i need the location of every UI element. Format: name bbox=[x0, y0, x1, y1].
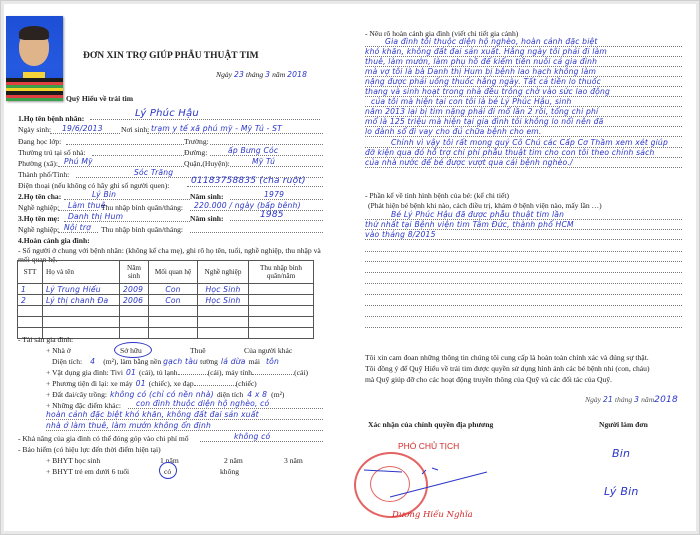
situation-line[interactable]: mà vợ tôi là bà Danh thị Hum bị bệnh lao hạch không làm bbox=[365, 67, 682, 77]
father-income-field[interactable]: 220.000 / ngày (bấp bênh) bbox=[190, 201, 323, 211]
other-features-line-1[interactable]: con đình thuộc diện hộ nghèo, có bbox=[128, 399, 323, 409]
ward-field[interactable]: Phú Mỹ bbox=[58, 157, 184, 167]
situation-line[interactable]: lo đành sổ đi vay cho đủ chữa bệnh cho em. bbox=[365, 127, 682, 137]
school-label: Trường: bbox=[184, 137, 209, 146]
bhyt-child-label: + BHYT trẻ em dưới 6 tuổi bbox=[46, 467, 130, 476]
selected-circle-mark bbox=[114, 342, 152, 358]
phone-field[interactable]: 01183758835 (cha ruột) bbox=[187, 177, 323, 187]
applicant-label: Người làm đơn bbox=[599, 420, 648, 429]
other-features-line-2[interactable]: hoàn cảnh đặc biệt khó khăn, không đất đai sản xuất bbox=[46, 410, 323, 420]
table-row bbox=[18, 306, 314, 317]
father-name-field[interactable]: Lý Bin bbox=[64, 190, 190, 200]
form-date: Ngày 23 tháng 3 năm 2018 bbox=[216, 70, 308, 79]
blank-line[interactable] bbox=[365, 251, 682, 252]
blank-line[interactable] bbox=[365, 261, 682, 262]
birthplace-field[interactable]: trạm y tế xã phú mỹ - Mỹ Tú - ST bbox=[147, 124, 323, 134]
illness-line[interactable]: vào tháng 8/2015 bbox=[365, 230, 682, 240]
family-intro: - Số người ở chung với bệnh nhân: (không kể cha mẹ), ghi rõ họ tên, tuổi, nghề nghiệp, thu nhập và mối quan hệ. bbox=[18, 246, 321, 264]
situation-label: - Nêu rõ hoàn cảnh gia đình (viết chi tiết gia cảnh) bbox=[365, 29, 519, 38]
mother-year-field[interactable]: 1985 bbox=[230, 211, 323, 221]
table-row: 1 Lý Trung Hiếu 2009 Con Học Sinh bbox=[18, 284, 314, 295]
selected-circle-mark bbox=[159, 462, 177, 479]
situation-line[interactable]: Chính vì vậy tôi rất mong quý Cô Chú các Cấp Cơ Thầm xem xét giúp bbox=[365, 138, 682, 148]
address-field[interactable] bbox=[92, 155, 184, 156]
situation-line[interactable]: của tôi mà hiện tại con tôi là bé Lý Phúc Hậu, sinh bbox=[365, 97, 682, 107]
blank-line[interactable] bbox=[365, 327, 682, 328]
applicant-signature: Bin bbox=[612, 447, 631, 460]
mother-job-field[interactable]: Nội trợ bbox=[58, 223, 98, 233]
father-year-label: Năm sinh: bbox=[190, 192, 224, 201]
house-option-rent[interactable]: Thuê bbox=[190, 346, 206, 355]
house-option-other[interactable]: Của người khác bbox=[244, 346, 293, 355]
col-job: Nghề nghiệp bbox=[198, 261, 249, 284]
street-field[interactable]: ấp Bưng Cóc bbox=[210, 146, 323, 156]
blank-line[interactable] bbox=[365, 283, 682, 284]
grade-field[interactable] bbox=[66, 144, 184, 145]
situation-line[interactable]: khó khăn, không đất đai sản xuất. Hằng ngày tôi phải đi làm bbox=[365, 47, 682, 57]
illness-line[interactable]: thứ nhất tại Bệnh viện tim Tâm Đức, thành phố HCM bbox=[365, 220, 682, 230]
col-name: Họ và tên bbox=[43, 261, 120, 284]
bhyt-student-label: + BHYT học sinh bbox=[46, 456, 101, 465]
table-row bbox=[18, 317, 314, 328]
blank-line[interactable] bbox=[365, 272, 682, 273]
official-name: Dương Hiếu Nghĩa bbox=[392, 510, 473, 520]
mother-income-field[interactable] bbox=[190, 232, 323, 233]
father-year-field[interactable]: 1979 bbox=[230, 190, 323, 200]
mother-year-label: Năm sinh: bbox=[190, 214, 224, 223]
illness-label: - Phần kể về tình hình bệnh của bé: (kể chi tiết) bbox=[365, 191, 510, 200]
assets-heading: - Tài sản gia đình: bbox=[18, 335, 74, 344]
declaration-line: Tôi xin cam đoan những thông tin chúng tôi cung cấp là hoàn toàn chính xác và đúng sự thật. bbox=[365, 353, 649, 362]
dob-field[interactable]: 19/6/2013 bbox=[50, 124, 120, 134]
birthplace-label: Nơi sinh: bbox=[121, 125, 150, 134]
signing-date: Ngày 21 tháng 3 năm2018 bbox=[585, 395, 678, 405]
phone-label: Điện thoại (nếu không có hãy ghi số người quen): bbox=[18, 181, 170, 190]
situation-line[interactable]: của nhà nước để bé được vượt qua cái bệnh nghèo./ bbox=[365, 158, 682, 168]
illness-line[interactable]: Bé Lý Phúc Hậu đã được phẫu thuật tim lần bbox=[365, 210, 682, 220]
father-job-label: Nghề nghiệp: bbox=[18, 203, 60, 212]
official-signature-icon bbox=[362, 452, 492, 512]
situation-line[interactable]: mổ là 125 triệu mà hiện tại gia đình tôi không lo nổi nên đã bbox=[365, 117, 682, 127]
insurance-heading: - Bảo hiểm (có hiệu lực đến thời điểm hiện tại) bbox=[18, 445, 161, 454]
col-relation: Mối quan hệ bbox=[149, 261, 198, 284]
form-title: ĐƠN XIN TRỢ GIÚP PHẪU THUẬT TIM bbox=[83, 51, 259, 61]
local-gov-label: Xác nhận của chính quyền địa phương bbox=[368, 420, 494, 429]
dob-label: Ngày sinh: bbox=[18, 125, 52, 134]
mother-name-label: 3.Họ tên mẹ: bbox=[18, 214, 60, 223]
declaration-line: mà Quỹ giúp đỡ cho các hoạt động truyền thông của Quỹ và các đối tác của Quỹ. bbox=[365, 375, 612, 384]
form-page-1 bbox=[4, 4, 353, 531]
land-line: + Đất đai/cây trồng: không có (chỉ có nền nhà) diện tích 4 x 8 (m²) bbox=[46, 390, 285, 399]
house-area-line: Diện tích: 4 (m²), làm bằng nền gạch tàu tường lá dừa mái tôn bbox=[52, 357, 280, 366]
school-field[interactable] bbox=[210, 144, 323, 145]
other-features-label: + Những đặc điểm khác: bbox=[46, 401, 122, 410]
contribution-label: - Khả năng của gia đình có thể đóng góp vào chi phí mổ bbox=[18, 434, 189, 443]
org-name: Quỹ Hiểu về trái tim bbox=[66, 94, 134, 103]
house-option-own[interactable]: Sở hữu bbox=[120, 346, 142, 355]
patient-photo bbox=[6, 16, 63, 101]
situation-line[interactable]: năm 2013 lại bị tim nặng phải đi mổ lần 2 rồi, tổng chi phí bbox=[365, 107, 682, 117]
vehicle-line: + Phương tiện đi lại: xe máy 01 (chiếc), xe đạp (chiếc) bbox=[46, 379, 257, 388]
declaration-line: Tôi đồng ý để Quỹ Hiểu về trái tim được quyền sử dụng hình ảnh các bé bệnh nhi (con, cháu) bbox=[365, 364, 650, 373]
address-label: Thường trú tại số nhà: bbox=[18, 148, 86, 157]
household-items-line: + Vật dụng gia đình: Tivi 01 (cái), tủ lạnh (cái), máy tính (cái) bbox=[46, 368, 309, 377]
family-members-table bbox=[17, 260, 314, 339]
father-name-label: 2.Họ tên cha: bbox=[18, 192, 62, 201]
district-field[interactable]: Mỹ Tú bbox=[230, 157, 323, 167]
col-stt: STT bbox=[18, 261, 43, 284]
stamp-title: PHÓ CHỦ TỊCH bbox=[398, 441, 460, 451]
ward-label: Phường (xã): bbox=[18, 159, 58, 168]
father-job-field[interactable]: Làm thuê bbox=[58, 201, 98, 211]
patient-name-field[interactable]: Lý Phúc Hậu bbox=[90, 109, 320, 120]
bhyt-child-yes[interactable]: có bbox=[164, 467, 172, 476]
family-heading: 4.Hoàn cảnh gia đình: bbox=[18, 236, 90, 245]
contribution-field[interactable]: không có bbox=[200, 432, 323, 442]
mother-name-field[interactable]: Danh thị Hum bbox=[64, 212, 190, 222]
blank-line[interactable] bbox=[365, 316, 682, 317]
house-label: + Nhà ở bbox=[46, 346, 71, 355]
form-page-2 bbox=[352, 4, 696, 531]
bhyt-student-1y[interactable]: 1 năm bbox=[160, 456, 179, 465]
street-label: Đường: bbox=[184, 148, 208, 157]
bhyt-child-no[interactable]: không bbox=[220, 467, 239, 476]
mother-job-label: Nghề nghiệp: bbox=[18, 225, 60, 234]
table-row: 2 Lý thị chanh Đa 2006 Con Học Sinh bbox=[18, 295, 314, 306]
situation-line[interactable]: Gia đình tôi thuộc diện hộ nghèo, hoàn cảnh đặc biệt bbox=[365, 37, 682, 47]
city-field[interactable]: Sóc Trăng bbox=[76, 168, 323, 178]
father-income-label: Thu nhập bình quân/tháng: bbox=[101, 203, 184, 212]
situation-line[interactable]: nặng được phải uống thuốc hằng ngày. Tất cả tiền lo thuốc bbox=[365, 77, 682, 87]
situation-line[interactable]: đỡ kiện qua đó hỗ trợ chi phí phẫu thuật tim cho con tôi theo chính sách bbox=[365, 148, 682, 158]
situation-line[interactable]: thang và sinh hoạt trong nhà đều trông chờ vào sức lao động bbox=[365, 87, 682, 97]
applicant-name: Lý Bin bbox=[604, 485, 639, 498]
col-year: Năm sinh bbox=[120, 261, 149, 284]
situation-line[interactable]: thuê, làm mướn, làm phụ hồ để kiếm tiền nuôi cả gia đình bbox=[365, 57, 682, 67]
city-label: Thành phố/Tỉnh: bbox=[18, 170, 70, 179]
bhyt-student-3y[interactable]: 3 năm bbox=[284, 456, 303, 465]
blank-line[interactable] bbox=[365, 294, 682, 295]
patient-name-label: 1.Họ tên bệnh nhân: bbox=[18, 114, 85, 123]
bhyt-student-2y[interactable]: 2 năm bbox=[224, 456, 243, 465]
blank-line[interactable] bbox=[365, 305, 682, 306]
district-label: Quận,(Huyện): bbox=[184, 159, 230, 168]
mother-income-label: Thu nhập bình quân/tháng: bbox=[101, 225, 184, 234]
illness-hint: (Phát hiện bé bệnh khi nào, cách điều trị, khám ở bệnh viện nào, mấy lần …) bbox=[368, 201, 602, 210]
other-features-line-3[interactable]: nhà ở làm thuê, làm mướn không ổn định bbox=[46, 421, 323, 431]
grade-label: Đang học lớp: bbox=[18, 137, 62, 146]
col-income: Thu nhập bình quân/năm bbox=[249, 261, 314, 284]
